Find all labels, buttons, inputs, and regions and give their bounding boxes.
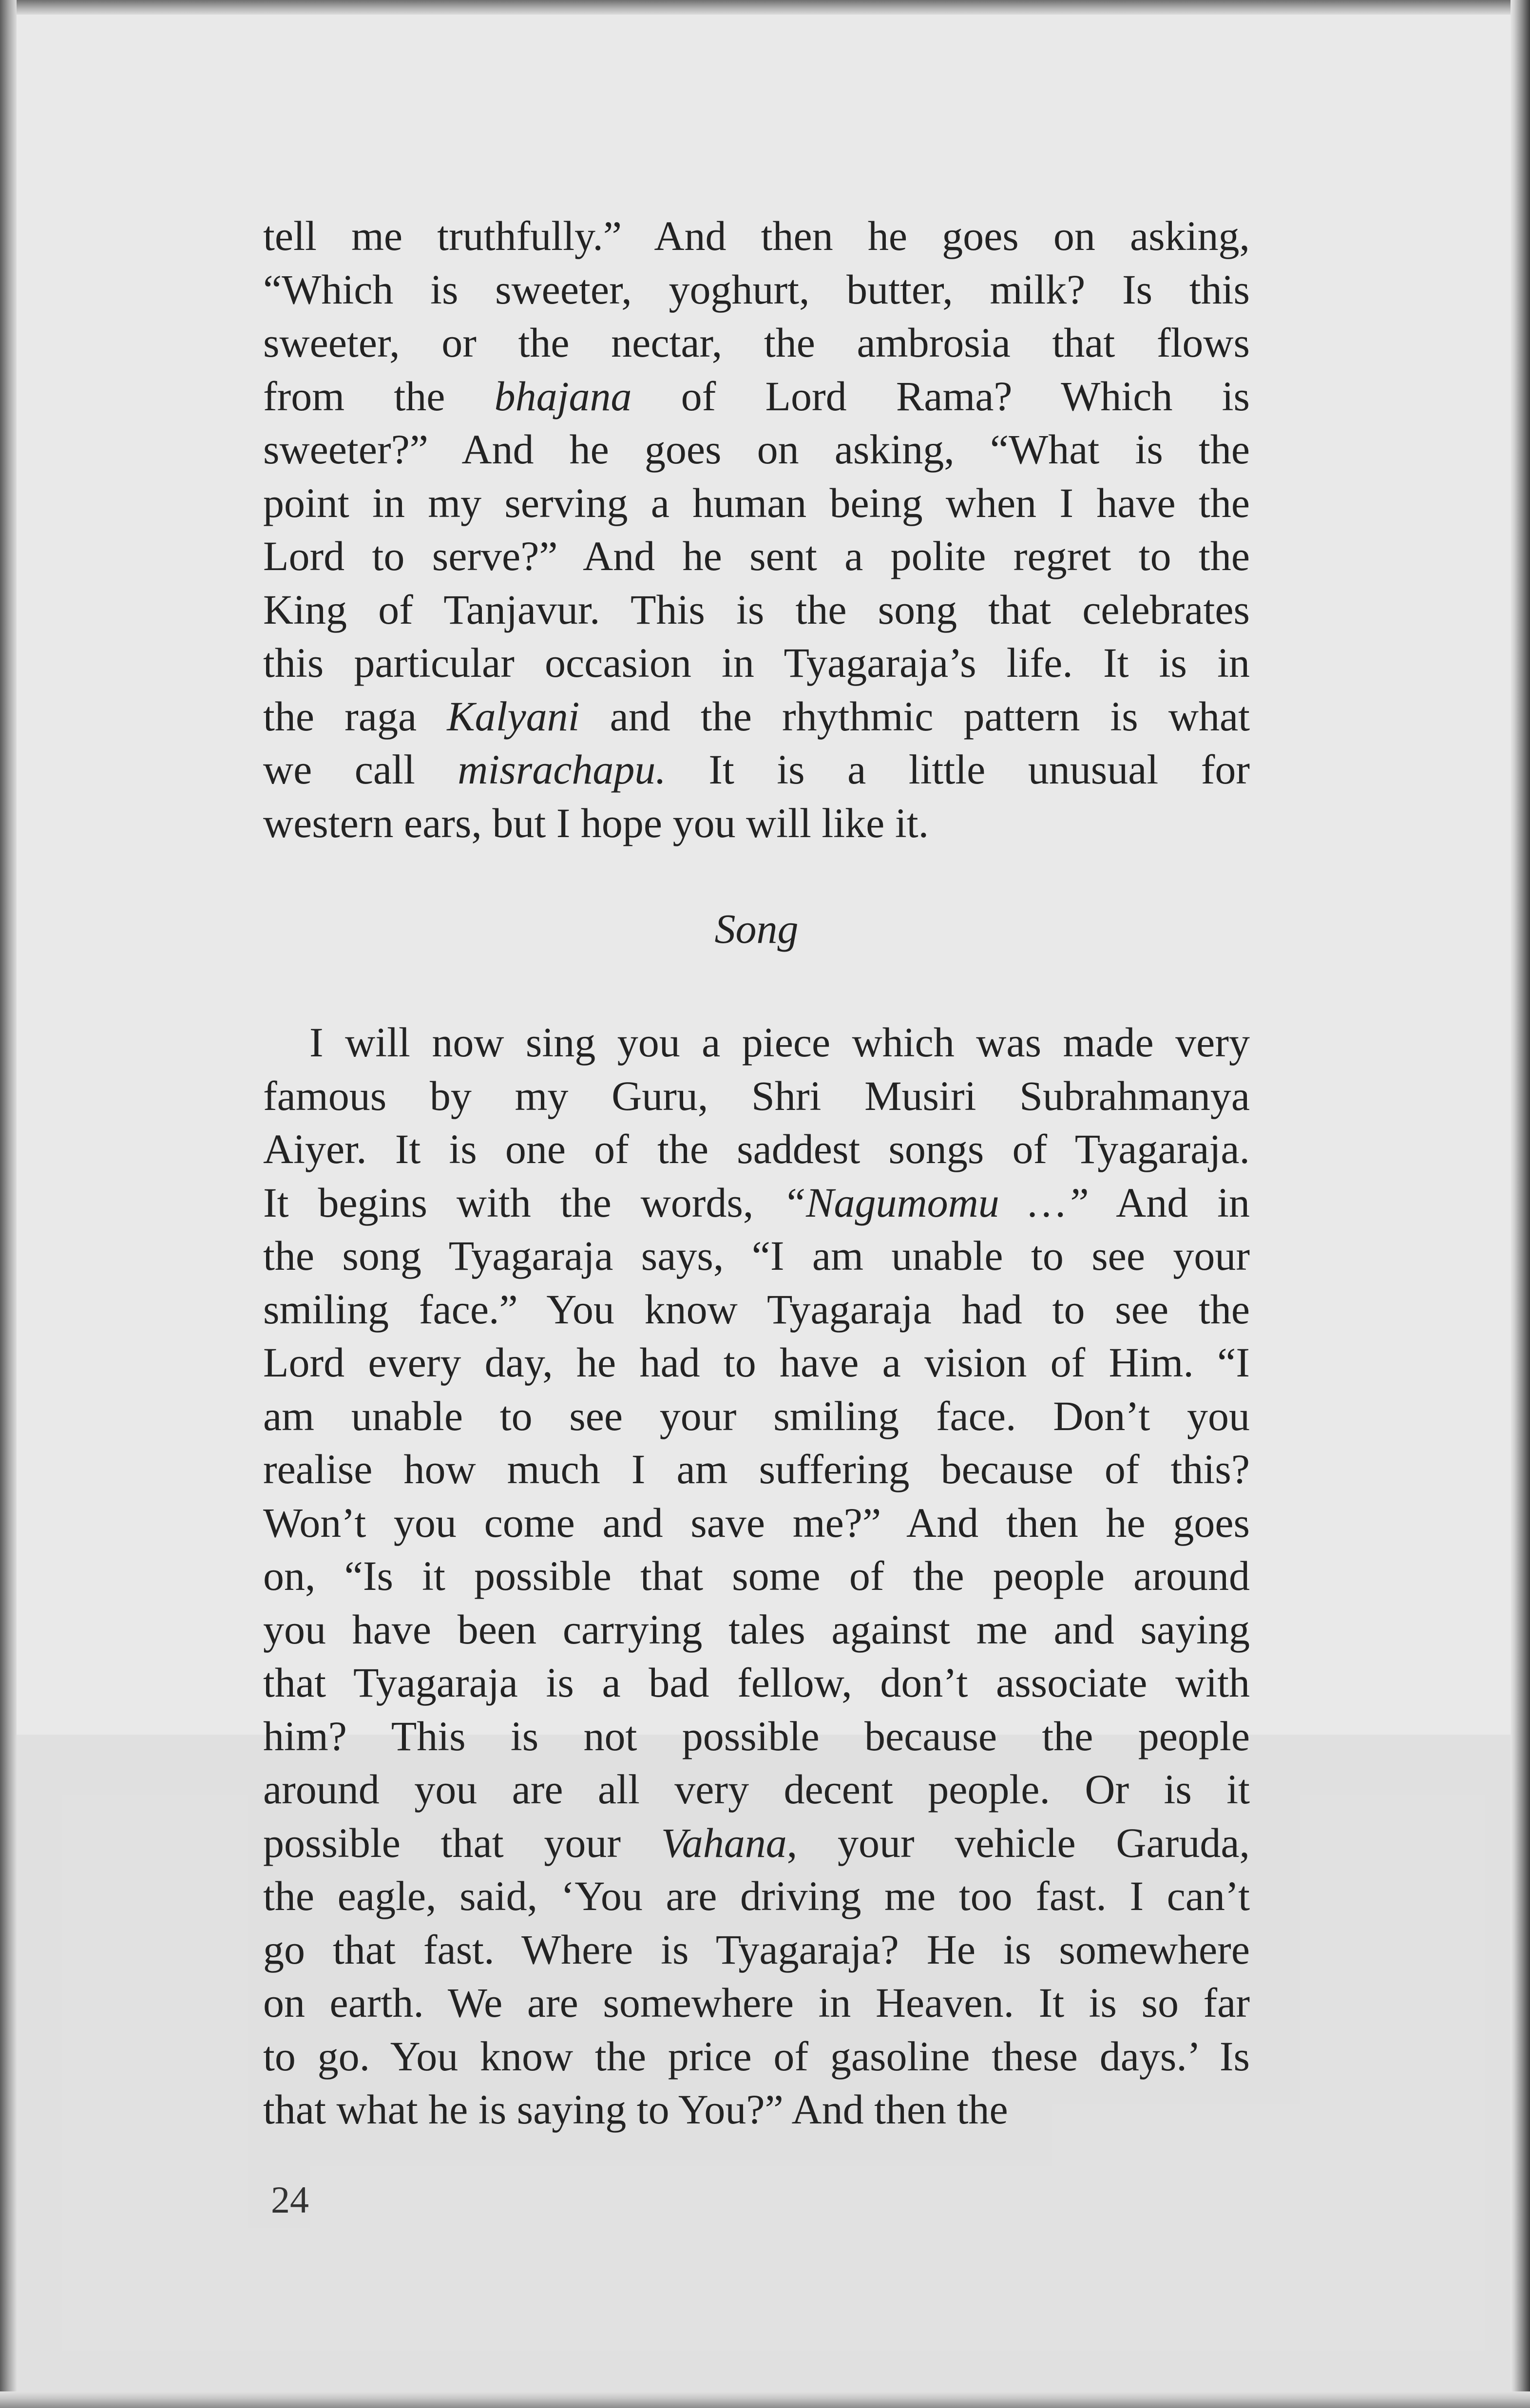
scan-border-top bbox=[0, 0, 1530, 15]
italic-term: Vahana bbox=[661, 1819, 787, 1866]
text-line: on earth. We are somewhere in Heaven. It is so far bbox=[263, 1979, 1250, 2026]
text-line bbox=[263, 743, 1250, 797]
text-segment: the raga bbox=[263, 692, 447, 740]
song-heading: Song bbox=[714, 905, 799, 952]
italic-term: bhajana bbox=[494, 372, 632, 420]
text-line: around you are all very decent people. Or is it bbox=[263, 1766, 1250, 1813]
text-line: Lord every day, he had to have a vision of Him. “I bbox=[263, 1339, 1250, 1386]
text-line: to go. You know the price of gasoline these days.’ Is bbox=[263, 2032, 1250, 2080]
text-segment: , your vehicle Garuda, bbox=[786, 1819, 1250, 1866]
text-line: smiling face.” You know Tyagaraja had to see the bbox=[263, 1285, 1250, 1333]
scan-border-right bbox=[1511, 0, 1530, 2408]
text-line: western ears, but I hope you will like it. bbox=[263, 799, 929, 846]
text-segment: we call bbox=[263, 746, 458, 793]
italic-term: Kalyani bbox=[447, 692, 580, 740]
text-line bbox=[263, 1816, 1250, 1870]
scan-border-left bbox=[0, 0, 17, 2408]
text-line: “Which is sweeter, yoghurt, butter, milk? Is this bbox=[263, 266, 1250, 313]
text-line: the song Tyagaraja says, “I am unable to see your bbox=[263, 1232, 1250, 1279]
text-line: this particular occasion in Tyagaraja’s life. It is in bbox=[263, 639, 1250, 686]
text-line: him? This is not possible because the people bbox=[263, 1712, 1250, 1759]
text-line: Won’t you come and save me?” And then he goes bbox=[263, 1499, 1250, 1546]
text-line: sweeter?” And he goes on asking, “What is the bbox=[263, 426, 1250, 473]
text-segment: of Lord Rama? Which is bbox=[631, 372, 1250, 420]
text-segment: and the rhythmic pattern is what bbox=[579, 692, 1250, 740]
page-number: 24 bbox=[271, 2179, 309, 2221]
scan-border-bottom bbox=[0, 2391, 1530, 2408]
text-line: famous by my Guru, Shri Musiri Subrahmanya bbox=[263, 1072, 1250, 1119]
italic-term: misrachapu. bbox=[458, 746, 666, 793]
text-segment: It is a little unusual for bbox=[666, 746, 1250, 793]
text-line: I will now sing you a piece which was made very bbox=[309, 1019, 1250, 1066]
text-segment: And in bbox=[1089, 1179, 1250, 1226]
text-line bbox=[263, 690, 1250, 744]
text-line bbox=[263, 1176, 1250, 1230]
text-line: tell me truthfully.” And then he goes on asking, bbox=[263, 212, 1250, 259]
text-line: point in my serving a human being when I have the bbox=[263, 479, 1250, 526]
text-line: you have been carrying tales against me and saying bbox=[263, 1605, 1250, 1653]
text-segment: possible that your bbox=[263, 1819, 661, 1866]
text-line: Lord to serve?” And he sent a polite regret to the bbox=[263, 533, 1250, 579]
paragraph-2 bbox=[263, 1016, 1250, 2137]
text-line: on, “Is it possible that some of the people around bbox=[263, 1552, 1250, 1599]
text-line: realise how much I am suffering because of this? bbox=[263, 1446, 1250, 1492]
paragraph-1 bbox=[263, 210, 1250, 850]
text-segment: It begins with the words, bbox=[263, 1179, 783, 1226]
text-line: King of Tanjavur. This is the song that celebrates bbox=[263, 586, 1250, 633]
text-line: go that fast. Where is Tyagaraja? He is somewhere bbox=[263, 1926, 1250, 1973]
text-line bbox=[263, 370, 1250, 423]
text-line: that Tyagaraja is a bad fellow, don’t associate with bbox=[263, 1659, 1250, 1706]
text-line: am unable to see your smiling face. Don’t you bbox=[263, 1392, 1250, 1439]
text-line: sweeter, or the nectar, the ambrosia that flows bbox=[263, 319, 1250, 366]
text-line: the eagle, said, ‘You are driving me too fast. I can’t bbox=[263, 1873, 1250, 1919]
text-segment: from the bbox=[263, 372, 495, 420]
text-line: Aiyer. It is one of the saddest songs of Tyagaraja. bbox=[263, 1126, 1250, 1172]
italic-term: “Nagumomu …” bbox=[783, 1179, 1089, 1226]
text-line: that what he is saying to You?” And then the bbox=[263, 2086, 1008, 2133]
